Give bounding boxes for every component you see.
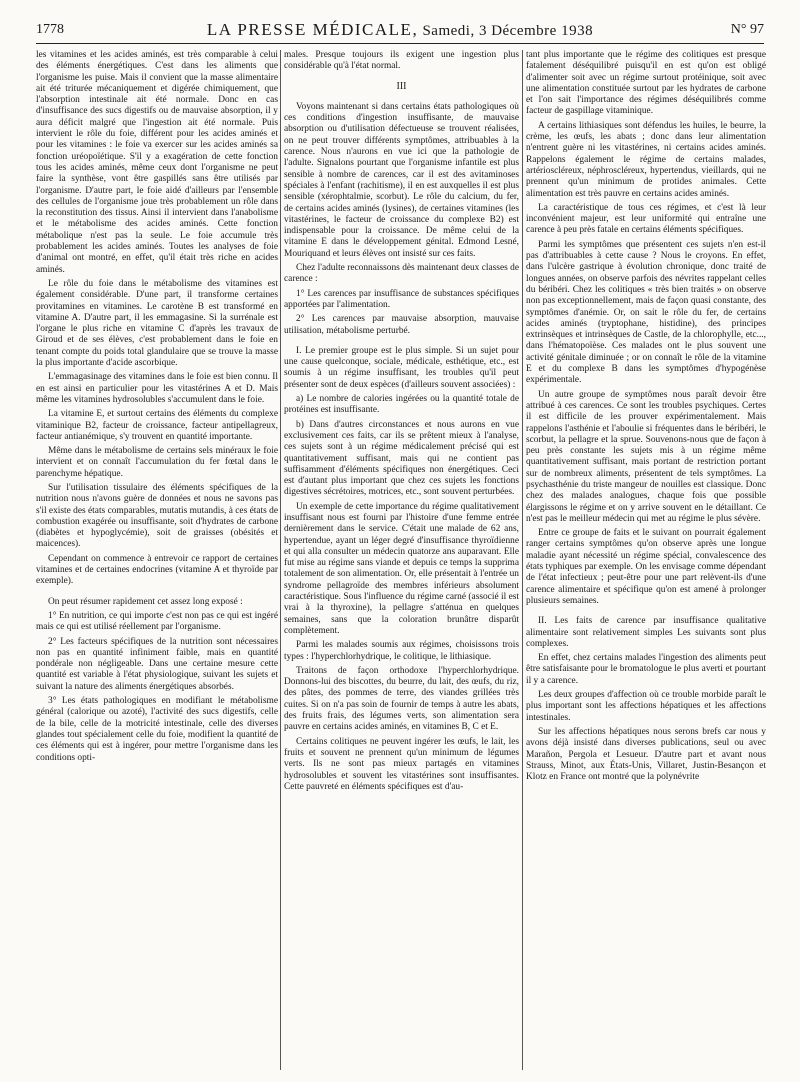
paragraph: Sur les affections hépatiques nous serons brefs car nous y avons déjà insisté dans diverses publications, seul ou avec Marañon, Pergola et Lesueur. D'autre part et avant nous Strauss, Minot, aux États-Unis, Villaret, Justin-Besançon et Klotz en France ont montré que la polynévrite xyxy=(526,726,766,783)
paragraph: La vitamine E, et surtout certains des éléments du complexe vitaminique B2, facteur de croissance, facteur antipellagreux, facteur antianémique, s'y trouvent en quantité importante. xyxy=(36,409,278,442)
paragraph: Le rôle du foie dans le métabolisme des vitamines est également considérable. D'une part, il transforme certaines provitamines en vitamines. Le carotène B est transformé en vitamine A. D'autre part, il les emmagasine. Si la surrénale est l'organe le plus riche en vitamine C d'après les travaux de Giroud et de ses élèves, c'est probablement dans le foie en tenant compte du poids total glandulaire que se trouve la masse la plus importante d'acide ascorbique. xyxy=(36,278,278,369)
column-1 xyxy=(36,50,278,767)
paragraph: Traitons de façon orthodoxe l'hyperchlorhydrique. Donnons-lui des biscottes, du beurre, du lait, des œufs, du riz, des pâtes, des pommes de terre, des viandes grillées très cuites. Si on n'a pas soin de fournir de temps à autre les abats, des fruits frais, des légumes verts, son alimentation sera pauvre en certains acides aminés, en vitamines B, C et E. xyxy=(284,665,519,733)
column-3 xyxy=(526,50,766,786)
paragraph: Les deux groupes d'affection où ce trouble morbide paraît le plus important sont les affections hépatiques et les affections intestinales. xyxy=(526,690,766,723)
paragraph: 2° Les facteurs spécifiques de la nutrition sont nécessaires non pas en quantité infiniment faible, mais en quantité pondérale non négligeable. Dans une certaine mesure cette quantité est variable à l'état physiologique, suivant les sujets et suivant la nature des aliments énergétiques absorbés. xyxy=(36,636,278,692)
paragraph: Parmi les malades soumis aux régimes, choisissons trois types : l'hyperchlorhydrique, le colitique, le lithiasique. xyxy=(284,640,519,662)
paragraph: 3° Les états pathologiques en modifiant le métabolisme général (calorique ou azoté), l'activité des sucs digestifs, celle de la bile, celle de la motricité intestinale, celle des diverses glandes tout spécialement celle du foie, modifient la quantité de ces éléments qui est à ingérer, pour mettre l'organisme dans les conditions opti- xyxy=(36,696,278,763)
paragraph: Un autre groupe de symptômes nous paraît devoir être attribué à ces carences. Ce sont les troubles psychiques. Certes il est difficile de les prouver expérimentalement. Mais rappelons l'asthénie et l'aboulie si fréquentes dans le béribéri, le scorbut, la pellagre et la sprue. Souvenons-nous que de façon à peu près constante les sujets mis à un régime même quantitativement suffisant, mais portant de restriction portant sur de nombreux aliments, présentent de tels symptômes. La psychasthénie du triste mangeur de nouilles est classique. Donc chez des malades analogues, chaque fois que possible élargissons le régime et on y arrive souvent en le détaillant. Ce n'est pas le meilleur médecin qui met au régime le plus sévère. xyxy=(526,389,766,524)
paragraph: La caractéristique de tous ces régimes, et c'est là leur inconvénient majeur, est leur uniformité qui entraîne une carence à peu près fatale en certains éléments spécifiques. xyxy=(526,202,766,236)
issue-date: Samedi, 3 Décembre 1938 xyxy=(422,23,594,39)
masthead xyxy=(36,20,764,40)
paragraph: A certains lithiasiques sont défendus les huiles, le beurre, la crème, les œufs, les abats ; donc dans leur alimentation n'entrent guère ni les vitastérines, ni certains acides aminés. Rappelons également le régime de certains malades, artérioscléreux, néphroscléreux, hypertendus, vieillards, qui ne prennent qu'un minimum de protides animales. Cette alimentation est très pauvre en certains acides aminés. xyxy=(526,120,766,199)
column-divider xyxy=(522,50,523,1070)
column-divider xyxy=(280,50,281,1070)
column-2 xyxy=(284,50,519,796)
paragraph: On peut résumer rapidement cet assez long exposé : xyxy=(48,596,243,607)
paragraph: les vitamines et les acides aminés, est très comparable à celui des éléments énergétiques. C'est dans les aliments que l'organisme les puise. Mais il convient que la masse alimentaire ait été triturée mécaniquement et digérée chimiquement, que l'absorption intestinale ait été normale. Donc en cas d'insuffisance des sucs digestifs ou de mauvaise absorption, il y aura déficit malgré que l'ingestion ait été normale. Puis intervient le rôle du foie, différent pour les acides aminés et pour les vitamines : le foie va exercer sur les acides aminés sa fonction uréopoïétique. S'il y a exagération de cette fonction tous les acides aminés, même ceux dont l'organisme ne peut faire la synthèse, vont être gaspillés sans être utilisés par l'organisme. D'autre part, le foie aidé d'ailleurs par l'ensemble des cellules de l'organisme joue très probablement un rôle dans la reconstitution des tissus. Ainsi il intervient dans l'anabolisme et le métabolisme des acides aminés. Cette fonction métabolique n'est pas la seule. Le foie accumule très probablement les acides aminés. Toutes les analyses de foie d'animal ont montré, en effet, qu'il était très riche en acides aminés. xyxy=(36,50,278,275)
paragraph: Certains colitiques ne peuvent ingérer les œufs, le lait, les fruits et souvent ne prennent qu'un minimum de légumes verts. Ils ne sont pas mieux partagés en vitamines hydrosolubles et souvent les vitastérines sont insuffisantes. Cette pauvreté en éléments spécifiques est d'au- xyxy=(284,736,519,792)
paragraph: 2° Les carences par mauvaise absorption, mauvaise utilisation, métabolisme perturbé. xyxy=(284,314,519,336)
paragraph: Parmi les symptômes que présentent ces sujets n'en est-il pas d'attribuables à cette cause ? Nous le croyons. En effet, dans l'ulcère gastrique à évolution chronique, donc traité de longues années, on observe parfois des névrites rappelant celles du béribéri. Chez les colitiques « très bien traités » on observe non pas exceptionnellement, mais de façon quasi constante, des symptômes d'anémie. Or, on sait le rôle du fer, de certains acides aminés (tryptophane, histidine), des principes extrinsèques et intrinsèques de Castle, de la chlorophylle, etc..., dans l'hématopoïèse. Ces malades ont le plus souvent une activité génitale diminuée ; or on connaît le rôle de la vitamine E et du complexe B dans les symptômes d'hypogénèse expérimentale. xyxy=(526,239,766,386)
paragraph: Un exemple de cette importance du régime qualitativement insuffisant nous est fourni par l'histoire d'une femme entrée dernièrement dans le service. C'était une malade de 62 ans, hypertendue, ayant un léger degré d'insuffisance thyroïdienne et qui alla consulter un médecin quatorze ans auparavant. Elle fut mise au régime sans viande et depuis ce temps la supprima totalement de son alimentation. Or, elle présentait à l'entrée un syndrome pellagroïde des membres inférieurs absolument caractéristique. Sous l'influence du régime carné (associé il est vrai à la thyroxine), la pellagre s'atténua en quelques semaines, sans que la coloration brunâtre disparût complètement. xyxy=(284,501,519,636)
paragraph: Entre ce groupe de faits et le suivant on pourrait également ranger certains symptômes qu'on observe après une longue maladie ayant nécessité un régime spécial, convalescence des états typhiques par exemple. On les envisage comme dépendant de l'état infectieux ; peut-être pour une part relèvent-ils d'une carence alimentaire et spécifique qu'on est amené à prolonger plusieurs semaines. xyxy=(526,528,766,606)
paragraph: tant plus importante que le régime des colitiques est presque fatalement déséquilibré puisqu'il en est qu'on est obligé d'alimenter soit avec un régime surtout protéinique, soit avec une alimentation constituée surtout par les hydrates de carbone et l'on sait l'importance des régimes déséquilibrés comme facteur de gaspillage vitaminique. xyxy=(526,50,766,117)
paragraph: I. Le premier groupe est le plus simple. Si un sujet pour une cause quelconque, sociale, médicale, esthétique, etc., est soumis à un régime insuffisant, les troubles qu'il peut présenter sont de deux espèces (d'ailleurs souvent associées) : xyxy=(284,345,519,390)
section-heading: III xyxy=(396,80,407,92)
paragraph: II. Les faits de carence par insuffisance qualitative alimentaire sont relativement simples Les suivants sont plus complexes. xyxy=(526,616,766,649)
paragraph: Chez l'adulte reconnaissons dès maintenant deux classes de carence : xyxy=(284,263,519,285)
paragraph: b) Dans d'autres circonstances et nous aurons en vue exclusivement ces faits, car ils se prêtent mieux à l'analyse, ces sujets sont à un régime médicalement précisé qui est quantitativement suffisant, mais qui ne contient pas suffisamment d'éléments spécifiques non énergétiques. Ceci est d'autant plus important que chez ces sujets les fonctions digestives sécrétoires, motrices, etc., sont souvent perturbées. xyxy=(284,419,519,498)
paragraph: Même dans le métabolisme de certains sels minéraux le foie intervient et on connaît l'accumulation du fer fœtal dans le parenchyme hépatique. xyxy=(36,446,278,479)
header-rule xyxy=(36,43,764,44)
paragraph: 1° En nutrition, ce qui importe c'est non pas ce qui est ingéré mais ce qui est utilisé réellement par l'organisme. xyxy=(36,610,278,633)
page-number: 1778 xyxy=(36,22,64,37)
paragraph: L'emmagasinage des vitamines dans le foie est bien connu. Il en est ainsi en particulier pour les vitastérines A et D. Mais même les vitamines hydrosolubles s'accumulent dans le foie. xyxy=(36,372,278,405)
paragraph: Voyons maintenant si dans certains états pathologiques où ces conditions d'ingestion insuffisante, de mauvaise absorption ou d'utilisation défectueuse se trouvent réalisées, on ne peut trouver différents symptômes, attribuables à la carence. Nous n'aurons en vue ici que la pathologie de l'adulte. Signalons pourtant que l'organisme infantile est plus sensible à nombre de carences, car il est des avitaminoses spéciales à l'enfant (rachitisme), il en est auxquelles il est plus sensible (xérophtalmie, scorbut). Le rôle du calcium, du fer, de certains acides aminés (lysines), de certaines vitamines (les vitastérines, le facteur de croissance du complexe B2) est indispensable pour la croissance. De même celui de la vitamine E dans le développement génital. Edmond Lesné, Mouriquand et leurs élèves ont insisté sur ces faits. xyxy=(284,101,519,259)
issue-number: N° 97 xyxy=(730,22,764,37)
paragraph: Cependant on commence à entrevoir ce rapport de certaines vitamines et de certaines endocrines (vitamine A et thyroïde par exemple). xyxy=(36,553,278,587)
paragraph: En effet, chez certains malades l'ingestion des aliments peut être satisfaisante pour le bromatologue le plus averti et pourtant il y a carence. xyxy=(526,653,766,686)
paragraph: a) Le nombre de calories ingérées ou la quantité totale de protéines est insuffisante. xyxy=(284,394,519,416)
journal-title: LA PRESSE MÉDICALE, xyxy=(206,20,419,39)
paragraph: 1° Les carences par insuffisance de substances spécifiques apportées par l'alimentation. xyxy=(284,288,519,310)
paragraph: Sur l'utilisation tissulaire des éléments spécifiques de la nutrition nous n'avons guère de données et nous ne savons pas s'il existe des états comparables, mutatis mutandis, à ces états de combustion exagérée ou insuffisante, soit d'hydrates de carbone (diabètes et hypoglycémie), soit de graisses (obésités et maicences). xyxy=(36,482,278,550)
paragraph: males. Presque toujours ils exigent une ingestion plus considérable qu'à l'état normal. xyxy=(284,50,519,72)
page-header xyxy=(36,20,764,40)
